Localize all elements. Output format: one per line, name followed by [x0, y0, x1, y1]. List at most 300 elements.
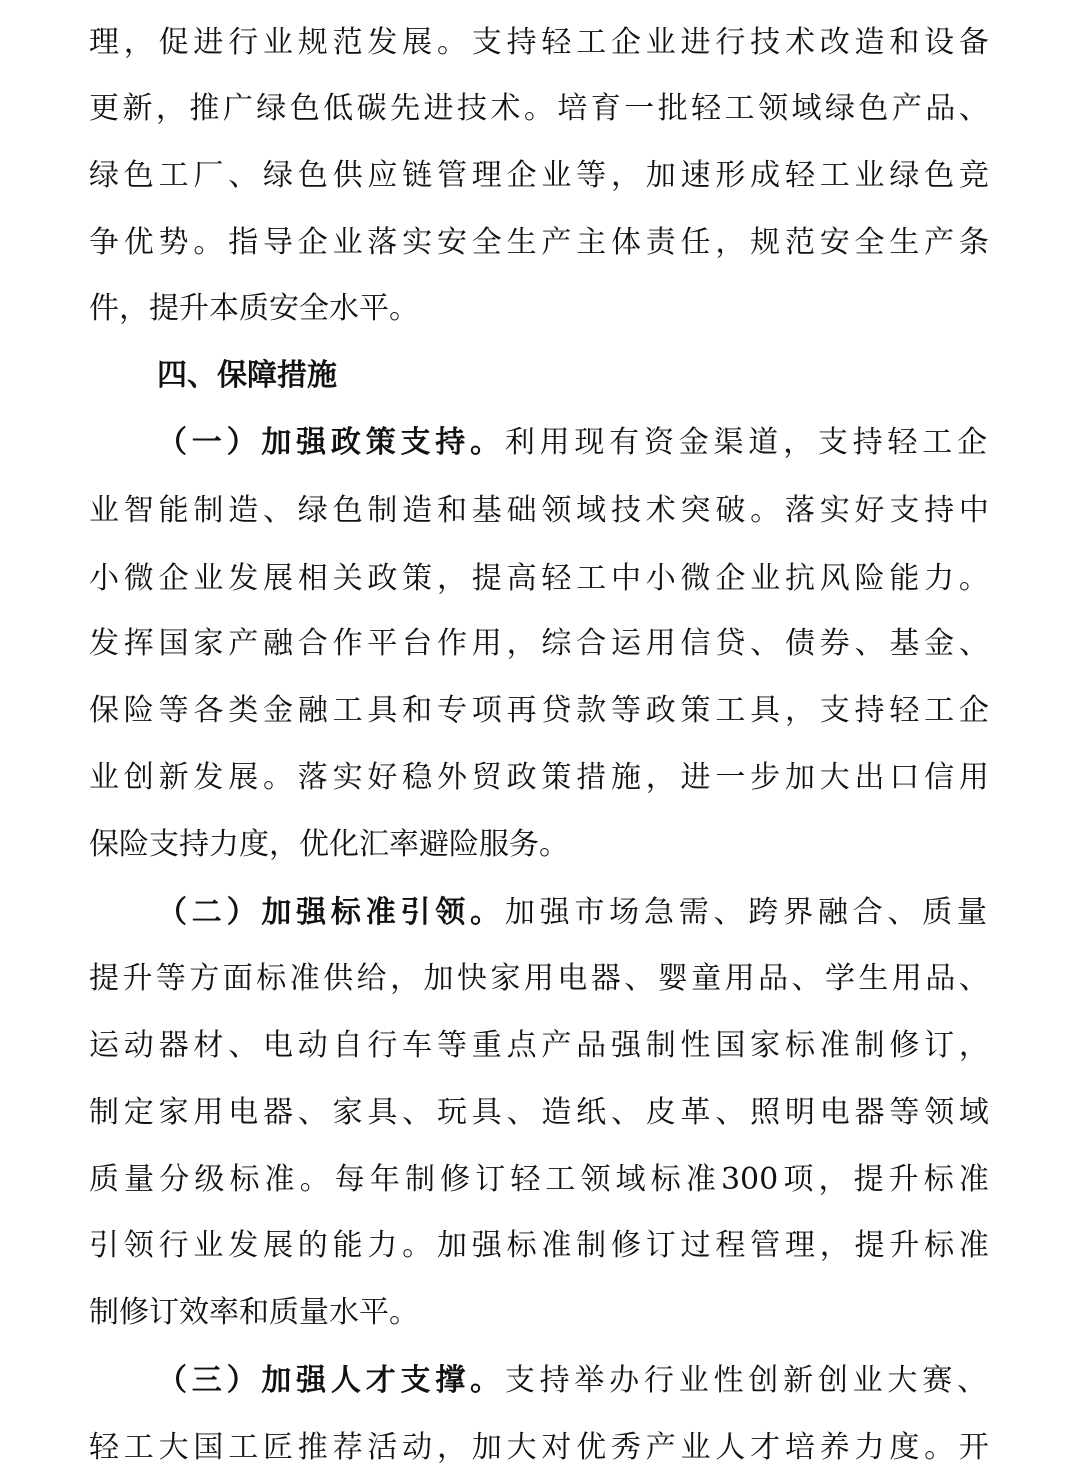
text-char: 生 — [506, 225, 537, 260]
text-char: 工 — [576, 561, 607, 596]
text-char: 发 — [228, 1228, 259, 1263]
text-char: 支 — [471, 25, 502, 60]
text-char: 广 — [222, 91, 253, 126]
text-char: 领 — [123, 1228, 154, 1263]
subsection-standards-line — [157, 883, 987, 943]
text-char: 企 — [610, 25, 641, 60]
text-char: 升 — [122, 961, 153, 996]
text-char: 形 — [715, 158, 746, 193]
text-char: 升 — [889, 1228, 920, 1263]
text-char: 色 — [123, 158, 154, 193]
text-char: 色 — [332, 493, 363, 528]
text-char: 理 — [89, 25, 119, 60]
text-char: 自 — [332, 1028, 363, 1063]
text-char: 工 — [724, 91, 755, 126]
text-char: 发 — [367, 25, 398, 60]
text-char: 措 — [576, 760, 607, 795]
text-char: 家 — [158, 1095, 189, 1130]
text-char: 准 — [819, 1028, 850, 1063]
text-char: 工 — [819, 158, 850, 193]
text-char: 好 — [854, 493, 885, 528]
text-char: 家 — [750, 1028, 781, 1063]
text-char: 融 — [262, 626, 293, 661]
text-char: 抗 — [784, 561, 815, 596]
text-char: 业 — [645, 25, 676, 60]
text-char: 先 — [390, 91, 421, 126]
text-char: 加 — [423, 961, 454, 996]
text-char: 产 — [541, 1028, 572, 1063]
text-char: 、 — [887, 895, 918, 930]
text-char: 政 — [367, 561, 398, 596]
text-char: 标 — [330, 895, 361, 930]
text-char: 新 — [122, 91, 153, 126]
text-char: ， — [715, 225, 746, 260]
text-char: 产 — [924, 225, 955, 260]
text-char: 等 — [889, 1095, 920, 1130]
text-char: 企 — [158, 561, 189, 596]
text-line-11 — [89, 681, 989, 741]
subsection-policy-line — [157, 413, 987, 473]
text-char: 订 — [475, 1162, 506, 1197]
text-char: 债 — [784, 626, 815, 661]
text-char: 。 — [299, 1162, 330, 1197]
text-char: 品 — [758, 961, 789, 996]
text-char: 工 — [332, 693, 363, 728]
text-char: 争 — [89, 225, 119, 260]
text-char: 人 — [330, 1363, 361, 1398]
text-char: 技 — [610, 493, 641, 528]
text-char: 安 — [436, 225, 467, 260]
text-char: 实 — [402, 225, 433, 260]
text-char: 等 — [155, 961, 186, 996]
text-char: 策 — [541, 760, 572, 795]
text-char: 造 — [854, 25, 885, 60]
text-char: 相 — [297, 561, 328, 596]
text-char: 体 — [610, 225, 641, 260]
text-char: 器 — [854, 1095, 885, 1130]
text-char: 赛 — [922, 1363, 953, 1398]
text-char: 新 — [783, 1363, 814, 1398]
text-char: 持 — [435, 425, 466, 460]
text-char: ， — [390, 961, 421, 996]
text-char: 势 — [158, 225, 189, 260]
text-char: 展 — [262, 561, 293, 596]
text-char: 外 — [436, 760, 467, 795]
text-char: 加 — [261, 895, 292, 930]
text-char: 方 — [189, 961, 220, 996]
text-char: （ — [157, 425, 187, 460]
text-char: 器 — [262, 1095, 293, 1130]
text-char: 性 — [680, 1028, 711, 1063]
text-char: 引 — [400, 895, 431, 930]
text-char: 好 — [367, 760, 398, 795]
text-char: ， — [506, 626, 537, 661]
text-char: 准 — [365, 895, 396, 930]
text-char: （ — [157, 1363, 187, 1398]
text-char: 支 — [400, 425, 431, 460]
text-char: 过 — [680, 1228, 711, 1263]
text-char: 提 — [471, 561, 502, 596]
text-char: 、 — [610, 1095, 641, 1130]
text-char: 运 — [610, 626, 641, 661]
text-char: ， — [610, 158, 641, 193]
text-char: 用 — [645, 626, 676, 661]
text-char: 绿 — [89, 158, 119, 193]
text-char: 婴 — [657, 961, 688, 996]
text-char: 支 — [400, 1363, 431, 1398]
text-char: 。 — [470, 1363, 501, 1398]
text-char: 加 — [261, 425, 292, 460]
text-char: 制 — [576, 1228, 607, 1263]
text-char: 人 — [715, 1430, 746, 1465]
text-char: 术 — [490, 91, 521, 126]
text-line-18 — [89, 1150, 989, 1210]
text-char: 标 — [506, 1228, 537, 1263]
text-char: 信 — [924, 760, 955, 795]
text-char: 量 — [956, 895, 987, 930]
text-char: 理 — [784, 1228, 815, 1263]
text-char: 皮 — [645, 1095, 676, 1130]
text-char: 主 — [576, 225, 607, 260]
text-char: 高 — [506, 561, 537, 596]
text-char: 对 — [541, 1430, 572, 1465]
text-char: 。 — [262, 760, 293, 795]
text-char: 动 — [123, 1028, 154, 1063]
text-char: 资 — [643, 425, 674, 460]
text-char: 绿 — [256, 91, 287, 126]
text-char: 领 — [435, 895, 466, 930]
text-char: 加 — [784, 760, 815, 795]
text-char: 条 — [958, 225, 989, 260]
text-char: 术 — [784, 25, 815, 60]
text-char: 贷 — [541, 693, 572, 728]
text-char: 工 — [545, 1162, 576, 1197]
text-char: 电 — [262, 1028, 293, 1063]
text-char: 业 — [852, 1363, 883, 1398]
text-char: 、 — [750, 626, 781, 661]
text-char: 用 — [891, 961, 922, 996]
text-char: 家 — [490, 961, 521, 996]
text-char: 量 — [124, 1162, 155, 1197]
text-char: 快 — [456, 961, 487, 996]
text-char: 等 — [158, 693, 189, 728]
text-char: ， — [436, 561, 467, 596]
text-char: 台 — [402, 626, 433, 661]
text-char: 一 — [624, 91, 655, 126]
text-char: 作 — [332, 626, 363, 661]
text-char: 中 — [958, 493, 989, 528]
text-char: 有 — [609, 425, 640, 460]
text-char: 强 — [296, 425, 327, 460]
text-char: 产 — [228, 626, 259, 661]
text-char: 全 — [854, 225, 885, 260]
text-char: 企 — [715, 561, 746, 596]
text-char: 准 — [289, 961, 320, 996]
text-char: 行 — [367, 1028, 398, 1063]
text-char: 年 — [369, 1162, 400, 1197]
text-char: 工 — [123, 1430, 154, 1465]
text-char: 力 — [854, 1430, 885, 1465]
text-char: 准 — [685, 1162, 716, 1197]
text-line-15 — [89, 949, 989, 1009]
text-char: 具 — [471, 1095, 502, 1130]
text-char: 跨 — [748, 895, 779, 930]
text-char: 险 — [854, 561, 885, 596]
text-char: 工 — [228, 1430, 259, 1465]
text-char: 修 — [610, 1228, 641, 1263]
text-char: ， — [818, 1162, 849, 1197]
text-char: 、 — [713, 895, 744, 930]
text-char: 、 — [715, 1095, 746, 1130]
text-char: 应 — [367, 158, 398, 193]
text-char: 业 — [89, 760, 119, 795]
text-char: 险 — [123, 693, 154, 728]
text-char: 行 — [643, 1363, 674, 1398]
text-char: 贸 — [471, 760, 502, 795]
text-char: 标 — [229, 1162, 260, 1197]
text-char: 政 — [506, 760, 537, 795]
text-char: 展 — [402, 25, 433, 60]
text-char: 轻 — [887, 425, 918, 460]
text-char: 需 — [678, 895, 709, 930]
text-line-16 — [89, 1016, 989, 1076]
text-char: 工 — [158, 158, 189, 193]
text-char: 产 — [891, 91, 922, 126]
text-char: 制 — [645, 1028, 676, 1063]
text-char: 管 — [436, 158, 467, 193]
text-char: 管 — [750, 1228, 781, 1263]
text-char: 供 — [323, 961, 354, 996]
text-char: 批 — [657, 91, 688, 126]
text-char: 碳 — [356, 91, 387, 126]
text-char: 出 — [854, 760, 885, 795]
text-char: 展 — [228, 760, 259, 795]
text-char: 持 — [924, 493, 955, 528]
text-char: 的 — [297, 1228, 328, 1263]
text-char: 小 — [645, 561, 676, 596]
text-char: 工 — [715, 693, 746, 728]
text-char: 大 — [819, 760, 850, 795]
text-char: 一 — [191, 425, 222, 460]
text-char: 一 — [715, 760, 746, 795]
text-char: 轻 — [541, 25, 572, 60]
text-char: 动 — [297, 1028, 328, 1063]
text-char: 用 — [471, 626, 502, 661]
text-char: 色 — [297, 158, 328, 193]
text-char: 升 — [888, 1162, 919, 1197]
text-char: 进 — [193, 25, 224, 60]
text-char: 度 — [889, 1430, 920, 1465]
text-char: 提 — [89, 961, 119, 996]
text-char: 色 — [289, 91, 320, 126]
text-char: 项 — [471, 693, 502, 728]
text-char: 发 — [228, 561, 259, 596]
text-char: 用 — [193, 1095, 224, 1130]
text-char: 业 — [854, 158, 885, 193]
text-char: 域 — [615, 1162, 646, 1197]
text-char: 准 — [541, 1228, 572, 1263]
text-char: 落 — [367, 225, 398, 260]
text-char: 供 — [332, 158, 363, 193]
text-char: 融 — [297, 693, 328, 728]
text-char: ） — [226, 1363, 257, 1398]
text-char: 电 — [819, 1095, 850, 1130]
text-char: 关 — [332, 561, 363, 596]
text-char: 发 — [193, 760, 224, 795]
text-char: 规 — [750, 225, 781, 260]
text-char: 、 — [958, 91, 989, 126]
text-char: 链 — [402, 158, 433, 193]
text-char: 用 — [958, 760, 989, 795]
text-char: 风 — [819, 561, 850, 596]
text-char: 业 — [89, 493, 119, 528]
text-char: 专 — [436, 693, 467, 728]
text-char: 业 — [193, 1228, 224, 1263]
text-char: 办 — [609, 1363, 640, 1398]
text-char: 金 — [262, 693, 293, 728]
text-char: 改 — [819, 25, 850, 60]
text-char: 每 — [334, 1162, 365, 1197]
text-char: 政 — [645, 693, 676, 728]
text-char: 运 — [89, 1028, 119, 1063]
text-line-13: 保险支持力度，优化汇率避险服务。 — [89, 827, 569, 862]
text-char: 场 — [609, 895, 640, 930]
text-char: 工 — [922, 425, 953, 460]
text-char: 微 — [680, 561, 711, 596]
text-char: 新 — [158, 760, 189, 795]
text-char: 大 — [158, 1430, 189, 1465]
text-char: 标 — [256, 961, 287, 996]
text-char: 、 — [506, 1095, 537, 1130]
text-char: 合 — [576, 626, 607, 661]
text-char: 。 — [470, 895, 501, 930]
text-char: 家 — [193, 626, 224, 661]
text-char: 策 — [402, 561, 433, 596]
text-char: 技 — [456, 91, 487, 126]
text-char: 准 — [958, 1162, 989, 1197]
text-char: 学 — [824, 961, 855, 996]
text-char: 导 — [262, 225, 293, 260]
text-char: 推 — [297, 1430, 328, 1465]
text-char: 制 — [854, 1028, 885, 1063]
text-char: 责 — [645, 225, 676, 260]
text-char: 各 — [193, 693, 224, 728]
text-char: 家 — [332, 1095, 363, 1130]
text-char: 企 — [958, 693, 989, 728]
text-line-10 — [89, 614, 989, 674]
text-line-8 — [89, 481, 989, 541]
text-char: 色 — [924, 158, 955, 193]
text-char: 持 — [854, 693, 885, 728]
text-char: 渠 — [713, 425, 744, 460]
text-char: 标 — [924, 1228, 955, 1263]
text-line-4 — [89, 213, 989, 273]
text-char: 低 — [323, 91, 354, 126]
text-char: 标 — [923, 1162, 954, 1197]
text-char: 和 — [436, 493, 467, 528]
text-char: 培 — [784, 1430, 815, 1465]
text-char: 能 — [158, 493, 189, 528]
text-char: 合 — [852, 895, 883, 930]
text-char: 金 — [924, 626, 955, 661]
text-line-22 — [89, 1418, 989, 1466]
text-char: 技 — [750, 25, 781, 60]
text-char: 业 — [680, 1430, 711, 1465]
text-char: 市 — [574, 895, 605, 930]
text-char: 实 — [819, 493, 850, 528]
text-char: 基 — [889, 626, 920, 661]
text-char: 加 — [261, 1363, 292, 1398]
text-char: 持 — [506, 25, 537, 60]
text-char: 二 — [191, 895, 222, 930]
text-char: 。 — [436, 25, 467, 60]
text-char: 造 — [541, 1095, 572, 1130]
text-char: 创 — [748, 1363, 779, 1398]
text-char: 备 — [958, 25, 989, 60]
text-char: 三 — [191, 1363, 222, 1398]
text-char: 制 — [404, 1162, 435, 1197]
text-char: 纸 — [576, 1095, 607, 1130]
text-char: 落 — [784, 493, 815, 528]
text-char: 力 — [367, 1228, 398, 1263]
text-char: 秀 — [610, 1430, 641, 1465]
text-char: 业 — [541, 158, 572, 193]
text-char: 金 — [678, 425, 709, 460]
text-char: 等 — [610, 693, 641, 728]
text-char: 领 — [758, 91, 789, 126]
text-char: 破 — [715, 493, 746, 528]
text-char: 口 — [889, 760, 920, 795]
text-char: 信 — [680, 626, 711, 661]
text-char: 挥 — [123, 626, 154, 661]
text-char: 道 — [748, 425, 779, 460]
text-char: 域 — [791, 91, 822, 126]
text-char: 品 — [925, 91, 956, 126]
text-char: 业 — [678, 1363, 709, 1398]
text-char: 器 — [590, 961, 621, 996]
text-char: 促 — [158, 25, 189, 60]
text-char: 举 — [574, 1363, 605, 1398]
text-char: ， — [958, 1028, 989, 1063]
text-line-9 — [89, 549, 989, 609]
text-char: 准 — [264, 1162, 295, 1197]
text-char: 、 — [958, 961, 989, 996]
text-char: 轻 — [784, 158, 815, 193]
text-char: 质 — [922, 895, 953, 930]
text-char: ， — [436, 1430, 467, 1465]
text-char: 础 — [506, 493, 537, 528]
text-char: 策 — [680, 693, 711, 728]
text-char: ， — [819, 1228, 850, 1263]
text-char: 具 — [750, 693, 781, 728]
text-char: 提 — [854, 1228, 885, 1263]
text-char: 发 — [89, 626, 119, 661]
text-char: 平 — [367, 626, 398, 661]
text-char: 车 — [402, 1028, 433, 1063]
text-char: 强 — [471, 1228, 502, 1263]
text-char: 企 — [297, 225, 328, 260]
text-char: 提 — [853, 1162, 884, 1197]
text-char: （ — [157, 895, 187, 930]
text-char: 造 — [228, 493, 259, 528]
text-char: 全 — [471, 225, 502, 260]
text-char: 策 — [365, 425, 396, 460]
text-char: 小 — [89, 561, 119, 596]
text-char: 术 — [645, 493, 676, 528]
text-char: 级 — [194, 1162, 225, 1197]
text-char: 国 — [193, 1430, 224, 1465]
text-char: 能 — [889, 561, 920, 596]
